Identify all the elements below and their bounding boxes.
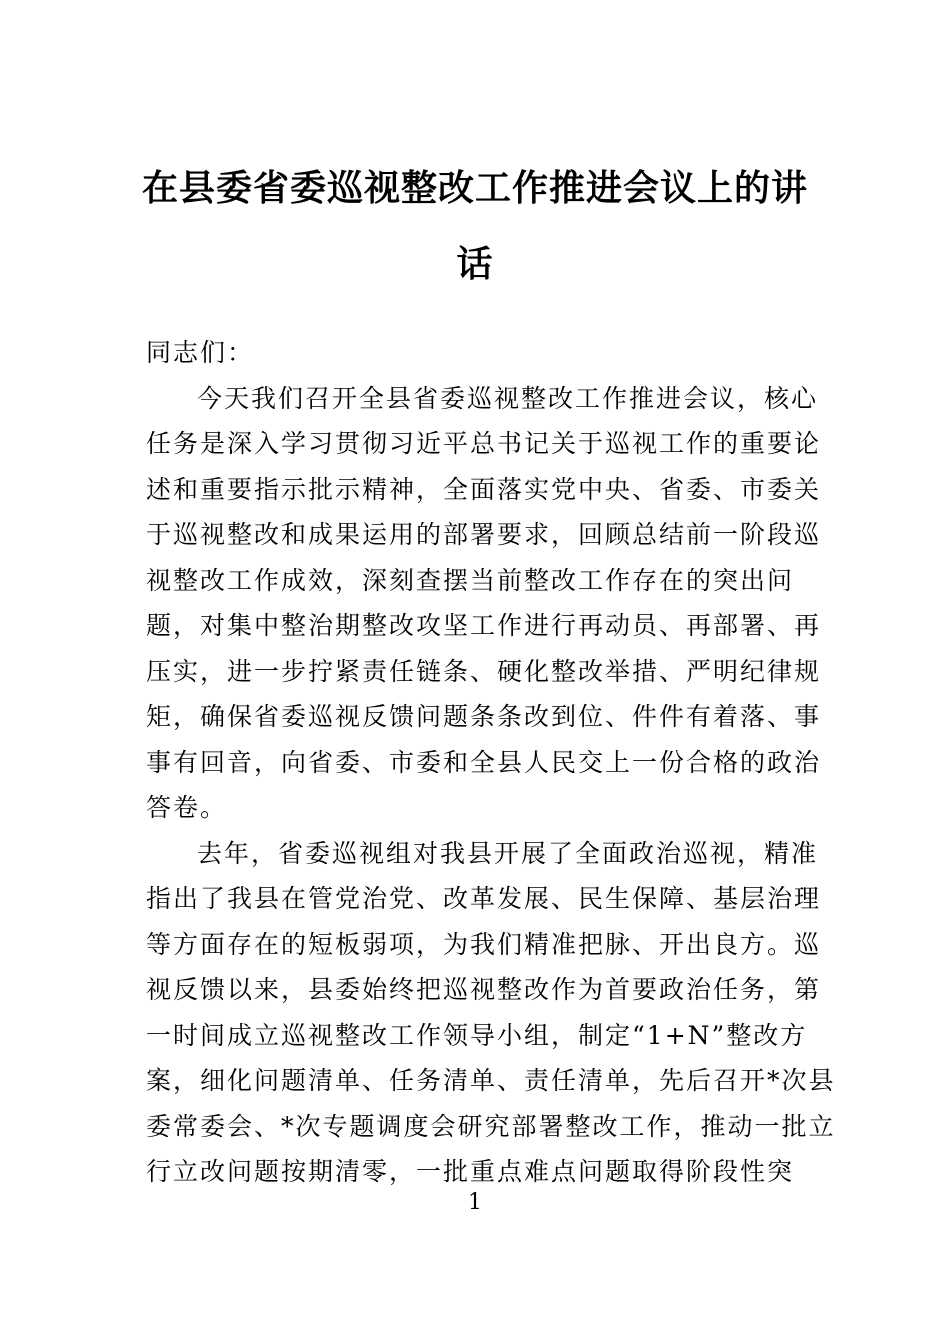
paragraph-1-line: 题，对集中整治期整改攻坚工作进行再动员、再部署、再 [146, 611, 822, 640]
paragraph-1-line: 压实，进一步拧紧责任链条、硬化整改举措、严明纪律规 [146, 656, 822, 686]
paragraph-2-line: 行立改问题按期清零，一批重点难点问题取得阶段性突 [146, 1157, 795, 1186]
paragraph-2-line: 一时间成立巡视整改工作领导小组，制定“1+N”整改方 [146, 1020, 808, 1050]
paragraph-1-line: 矩，确保省委巡视反馈问题条条改到位、件件有着落、事 [146, 702, 822, 731]
paragraph-1-line: 于巡视整改和成果运用的部署要求，回顾总结前一阶段巡 [146, 520, 822, 549]
paragraph-2-line: 等方面存在的短板弱项，为我们精准把脉、开出良方。巡 [146, 929, 822, 959]
paragraph-2-line: 去年，省委巡视组对我县开展了全面政治巡视，精准 [197, 838, 819, 868]
salutation: 同志们： [146, 338, 255, 367]
title-line-2: 话 [456, 243, 494, 285]
paragraph-2-line: 指出了我县在管党治党、改革发展、民生保障、基层治理 [146, 884, 822, 913]
paragraph-1-line: 今天我们召开全县省委巡视整改工作推进会议，核心 [197, 383, 819, 413]
document-title [140, 150, 810, 302]
paragraph-2-line: 视反馈以来，县委始终把巡视整改作为首要政治任务，第 [146, 975, 822, 1004]
title-line-1: 在县委省委巡视整改工作推进会议上的讲 [141, 167, 808, 209]
paragraph-1-line: 事有回音，向省委、市委和全县人民交上一份合格的政治 [146, 747, 822, 777]
paragraph-2-line: 委常委会、*次专题调度会研究部署整改工作，推动一批立 [146, 1111, 836, 1141]
document-body [146, 330, 836, 1195]
paragraph-1-line: 述和重要指示批示精神，全面落实党中央、省委、市委关 [146, 474, 822, 504]
page-number: 1 [468, 1190, 482, 1215]
paragraph-2-line: 案，细化问题清单、任务清单、责任清单，先后召开*次县 [146, 1066, 836, 1095]
paragraph-1-line: 答卷。 [146, 793, 228, 822]
paragraph-1-line: 任务是深入学习贯彻习近平总书记关于巡视工作的重要论 [146, 429, 822, 458]
paragraph-1-line: 视整改工作成效，深刻查摆当前整改工作存在的突出问 [146, 565, 795, 595]
